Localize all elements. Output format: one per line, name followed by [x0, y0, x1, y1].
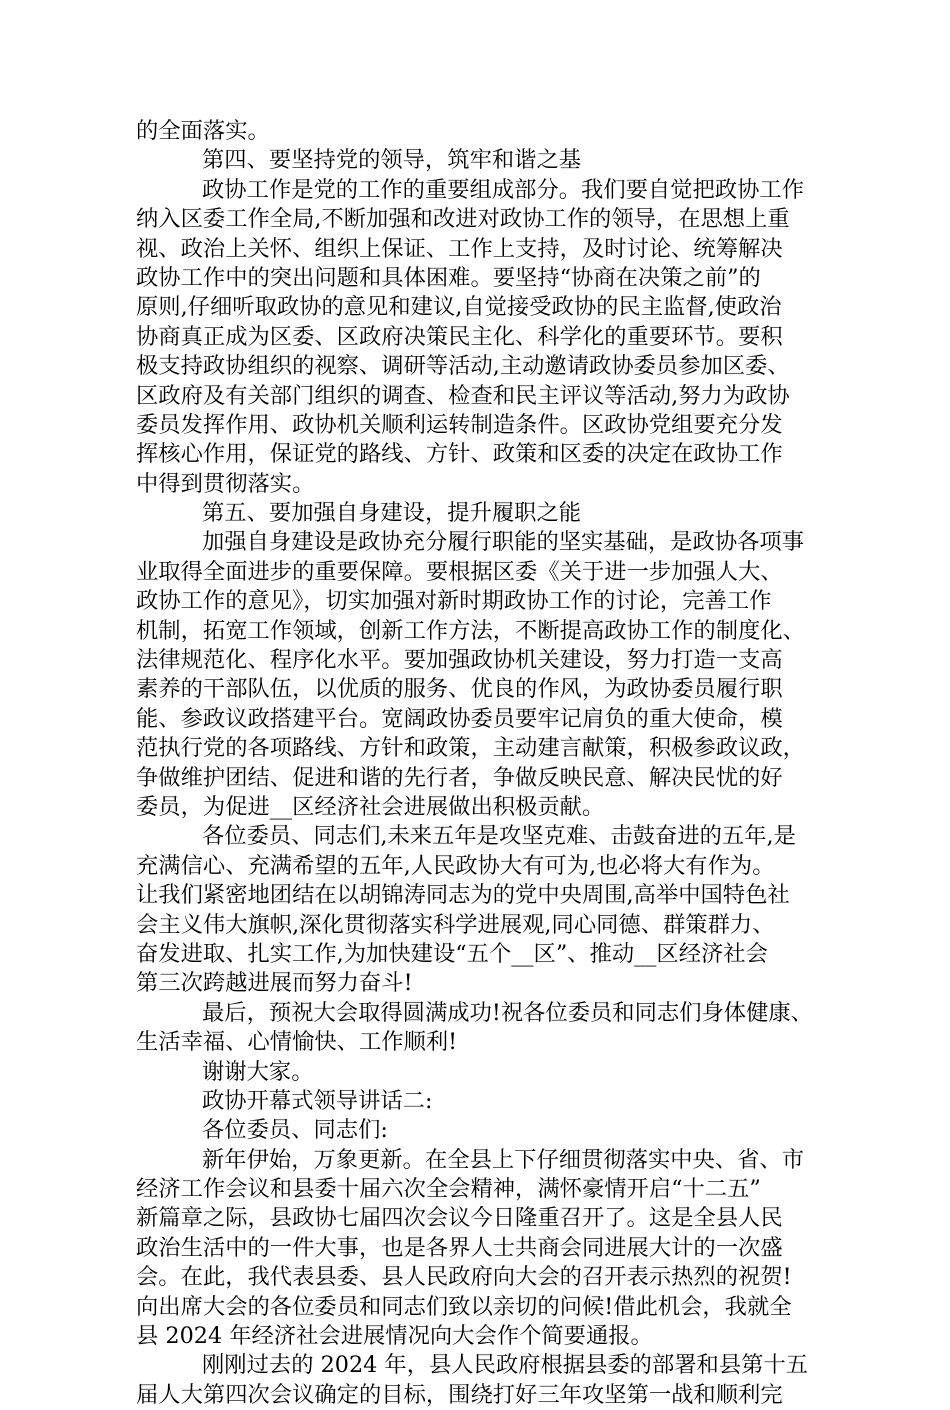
text-line: 机制，拓宽工作领域，创新工作方法，不断提高政协工作的制度化、: [136, 617, 805, 644]
text-line: 刚刚过去的 2024 年，县人民政府根据县委的部署和县第十五: [202, 1352, 809, 1379]
text-line: 新年伊始，万象更新。在全县上下仔细贯彻落实中央、省、市: [202, 1146, 805, 1173]
text-line: 素养的干部队伍，以优质的服务、优良的作风，为政协委员履行职: [136, 676, 783, 703]
text-line: 第五、要加强自身建设，提升履职之能: [202, 500, 582, 527]
text-line: 争做维护团结、促进和谐的先行者，争做反映民意、解决民忧的好: [136, 764, 783, 791]
document-page: [136, 117, 826, 1410]
text-line: 纳入区委工作全局,不断加强和改进对政协工作的领导，在思想上重: [136, 206, 790, 233]
text-line: 原则,仔细听取政协的意见和建议,自觉接受政协的民主监督,使政治: [136, 294, 782, 321]
text-line: 生活幸福、心情愉快、工作顺利!: [136, 1029, 458, 1056]
text-line: 届人大第四次会议确定的目标，围绕打好三年攻坚第一战和顺利完: [136, 1381, 783, 1408]
text-line: 范执行党的各项路线、方针和政策，主动建言献策，积极参政议政，: [136, 735, 805, 762]
text-line: 新篇章之际，县政协七届四次会议今日隆重召开了。这是全县人民: [136, 1205, 783, 1232]
text-line: 委员发挥作用、政协机关顺利运转制造条件。区政协党组要充分发: [136, 411, 783, 438]
text-line: 各位委员、同志们:: [202, 1117, 388, 1144]
text-line: 充满信心、充满希望的五年,人民政协大有可为,也必将大有作为。: [136, 852, 775, 879]
text-line: 政治生活中的一件大事，也是各界人士共商会同进展大计的一次盛: [136, 1234, 783, 1261]
text-line: 让我们紧密地团结在以胡锦涛同志为的党中央周围,高举中国特色社: [136, 882, 790, 909]
text-line: 法律规范化、程序化水平。要加强政协机关建设，努力打造一支高: [136, 647, 783, 674]
text-line: 各位委员、同志们,未来五年是攻坚克难、击鼓奋进的五年,是: [202, 823, 796, 850]
text-line: 区政府及有关部门组织的调查、检查和民主评议等活动,努力为政协: [136, 382, 790, 409]
text-line: 奋发进取、扎实工作,为加快建设“五个__区”、推动__区经济社会: [136, 940, 768, 967]
text-line: 县 2024 年经济社会进展情况向大会作个简要通报。: [136, 1323, 653, 1350]
text-line: 协商真正成为区委、区政府决策民主化、科学化的重要环节。要积: [136, 323, 783, 350]
text-line: 会主义伟大旗帜,深化贯彻落实科学进展观,同心同德、群策群力、: [136, 911, 775, 938]
text-line: 经济工作会议和县委十届六次全会精神，满怀豪情开启“十二五”: [136, 1176, 761, 1203]
text-line: 业取得全面进步的重要保障。要根据区委《关于进一步加强人大、: [136, 558, 783, 585]
text-line: 中得到贯彻落实。: [136, 470, 315, 497]
text-line: 政协工作中的突出问题和具体困难。要坚持“协商在决策之前”的: [136, 264, 761, 291]
text-line: 最后，预祝大会取得圆满成功!祝各位委员和同志们身体健康、: [202, 999, 813, 1026]
text-line: 的全面落实。: [136, 118, 270, 144]
text-line: 第三次跨越进展而努力奋斗!: [136, 970, 413, 997]
text-line: 第四、要坚持党的领导，筑牢和谐之基: [202, 147, 582, 174]
text-line: 极支持政协组织的视察、调研等活动,主动邀请政协委员参加区委、: [136, 353, 790, 380]
text-line: 委员，为促进__区经济社会进展做出积极贡献。: [136, 793, 605, 820]
text-line: 会。在此，我代表县委、县人民政府向大会的召开表示热烈的祝贺!: [136, 1264, 792, 1291]
text-line: 加强自身建设是政协充分履行职能的坚实基础，是政协各项事: [202, 529, 805, 556]
text-line: 向出席大会的各位委员和同志们致以亲切的问候!借此机会，我就全: [136, 1293, 792, 1320]
text-line: 视、政治上关怀、组织上保证、工作上支持，及时讨论、统筹解决: [136, 235, 783, 262]
text-line: 能、参政议政搭建平台。宽阔政协委员要牢记肩负的重大使命，模: [136, 705, 783, 732]
text-line: 政协工作的意见》，切实加强对新时期政协工作的讨论，完善工作: [136, 588, 772, 615]
text-line: 谢谢大家。: [202, 1058, 314, 1085]
text-line: 挥核心作用，保证党的路线、方针、政策和区委的决定在政协工作: [136, 441, 783, 468]
text-line: 政协工作是党的工作的重要组成部分。我们要自觉把政协工作: [202, 176, 805, 203]
text-line: 政协开幕式领导讲话二:: [202, 1087, 433, 1114]
